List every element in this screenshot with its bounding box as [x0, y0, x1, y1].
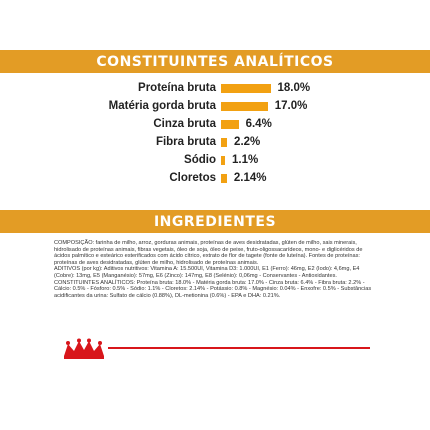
analytic-value: 2.2% — [234, 136, 261, 148]
analytic-bar — [221, 84, 271, 93]
analytic-label: Fibra bruta — [155, 136, 216, 148]
crown-logo-icon — [62, 338, 106, 360]
analytic-value: 2.14% — [233, 172, 267, 184]
analytic-value: 1.1% — [232, 154, 259, 166]
analytic-bar — [221, 120, 239, 129]
analytic-bar — [221, 138, 227, 147]
analytic-bar — [221, 174, 227, 183]
analytic-label: Matéria gorda bruta — [108, 100, 216, 112]
composition-paragraph: COMPOSIÇÃO: farinha de milho, arroz, gorduras animais, proteínas de aves desidratadas, glúten de milho, sais minerais, hidrolisado de proteínas animais, fibras vegetais, óleo de soja, óleo de peixe, fruto-oligossacarídeos, mono- e diglicéridos de ácidos palmítico e esteárico esterificados com ácido cítrico, extrato de flor de tagete (fonte de luteína). Fontes de proteínas: proteínas de aves desidratadas, glúten de milho, hidrolisado de proteínas animais. — [54, 240, 363, 266]
analytic-constituents-header — [0, 50, 430, 73]
analytic-bar — [221, 102, 268, 111]
analytic-value: 6.4% — [245, 118, 272, 130]
analytic-label: Cloretos — [169, 172, 216, 184]
analytic-bar — [221, 156, 225, 165]
analytic-value: 18.0% — [277, 82, 311, 94]
analytic-label: Sódio — [184, 154, 216, 166]
additives-paragraph: ADITIVOS (por kg): Aditivos nutritivos: Vitamina A: 15.500UI, Vitamina D3: 1.000UI, E1 (Ferro): 46mg, E2 (Iodo): 4,6mg, E4 (Cobre): 13mg, E5 (Manganésio): 57mg, E6 (Zinco): 147mg, E8 (Selénio): 0,06mg - Conservantes - Antioxidantes. — [54, 266, 360, 279]
accent-divider — [108, 347, 370, 349]
analytic-row — [0, 134, 430, 152]
analytic-row — [0, 152, 430, 170]
analytic-row — [0, 80, 430, 98]
analytic-value: 17.0% — [274, 100, 308, 112]
analytic-constituents-title: CONSTITUINTES ANALÍTICOS — [96, 53, 334, 70]
analytic-row — [0, 116, 430, 134]
ingredients-header — [0, 210, 430, 233]
analytic-paragraph: CONSTITUINTES ANALÍTICOS: Proteína bruta: 18.0% - Matéria gorda bruta: 17.0% - Cinza bruta: 6.4% - Fibra bruta: 2.2% - Cálcio: 0.5% - Fósforo: 0.5% - Sódio: 1.1% - Cloretos: 2.14% - Potássio: 0.8% - Magnésio: 0.04% - Enxofre: 0.5% - Substâncias acidificantes da urina: Sulfato de cálcio (0.88%), DL-metionina (0.6%) - EPA e DHA: 0.21%. — [54, 279, 372, 299]
analytic-row — [0, 170, 430, 188]
ingredients-text — [54, 240, 380, 299]
analytic-table — [0, 80, 430, 188]
analytic-label: Cinza bruta — [153, 118, 216, 130]
analytic-row — [0, 98, 430, 116]
analytic-label: Proteína bruta — [138, 82, 216, 94]
ingredients-title: INGREDIENTES — [153, 213, 277, 230]
